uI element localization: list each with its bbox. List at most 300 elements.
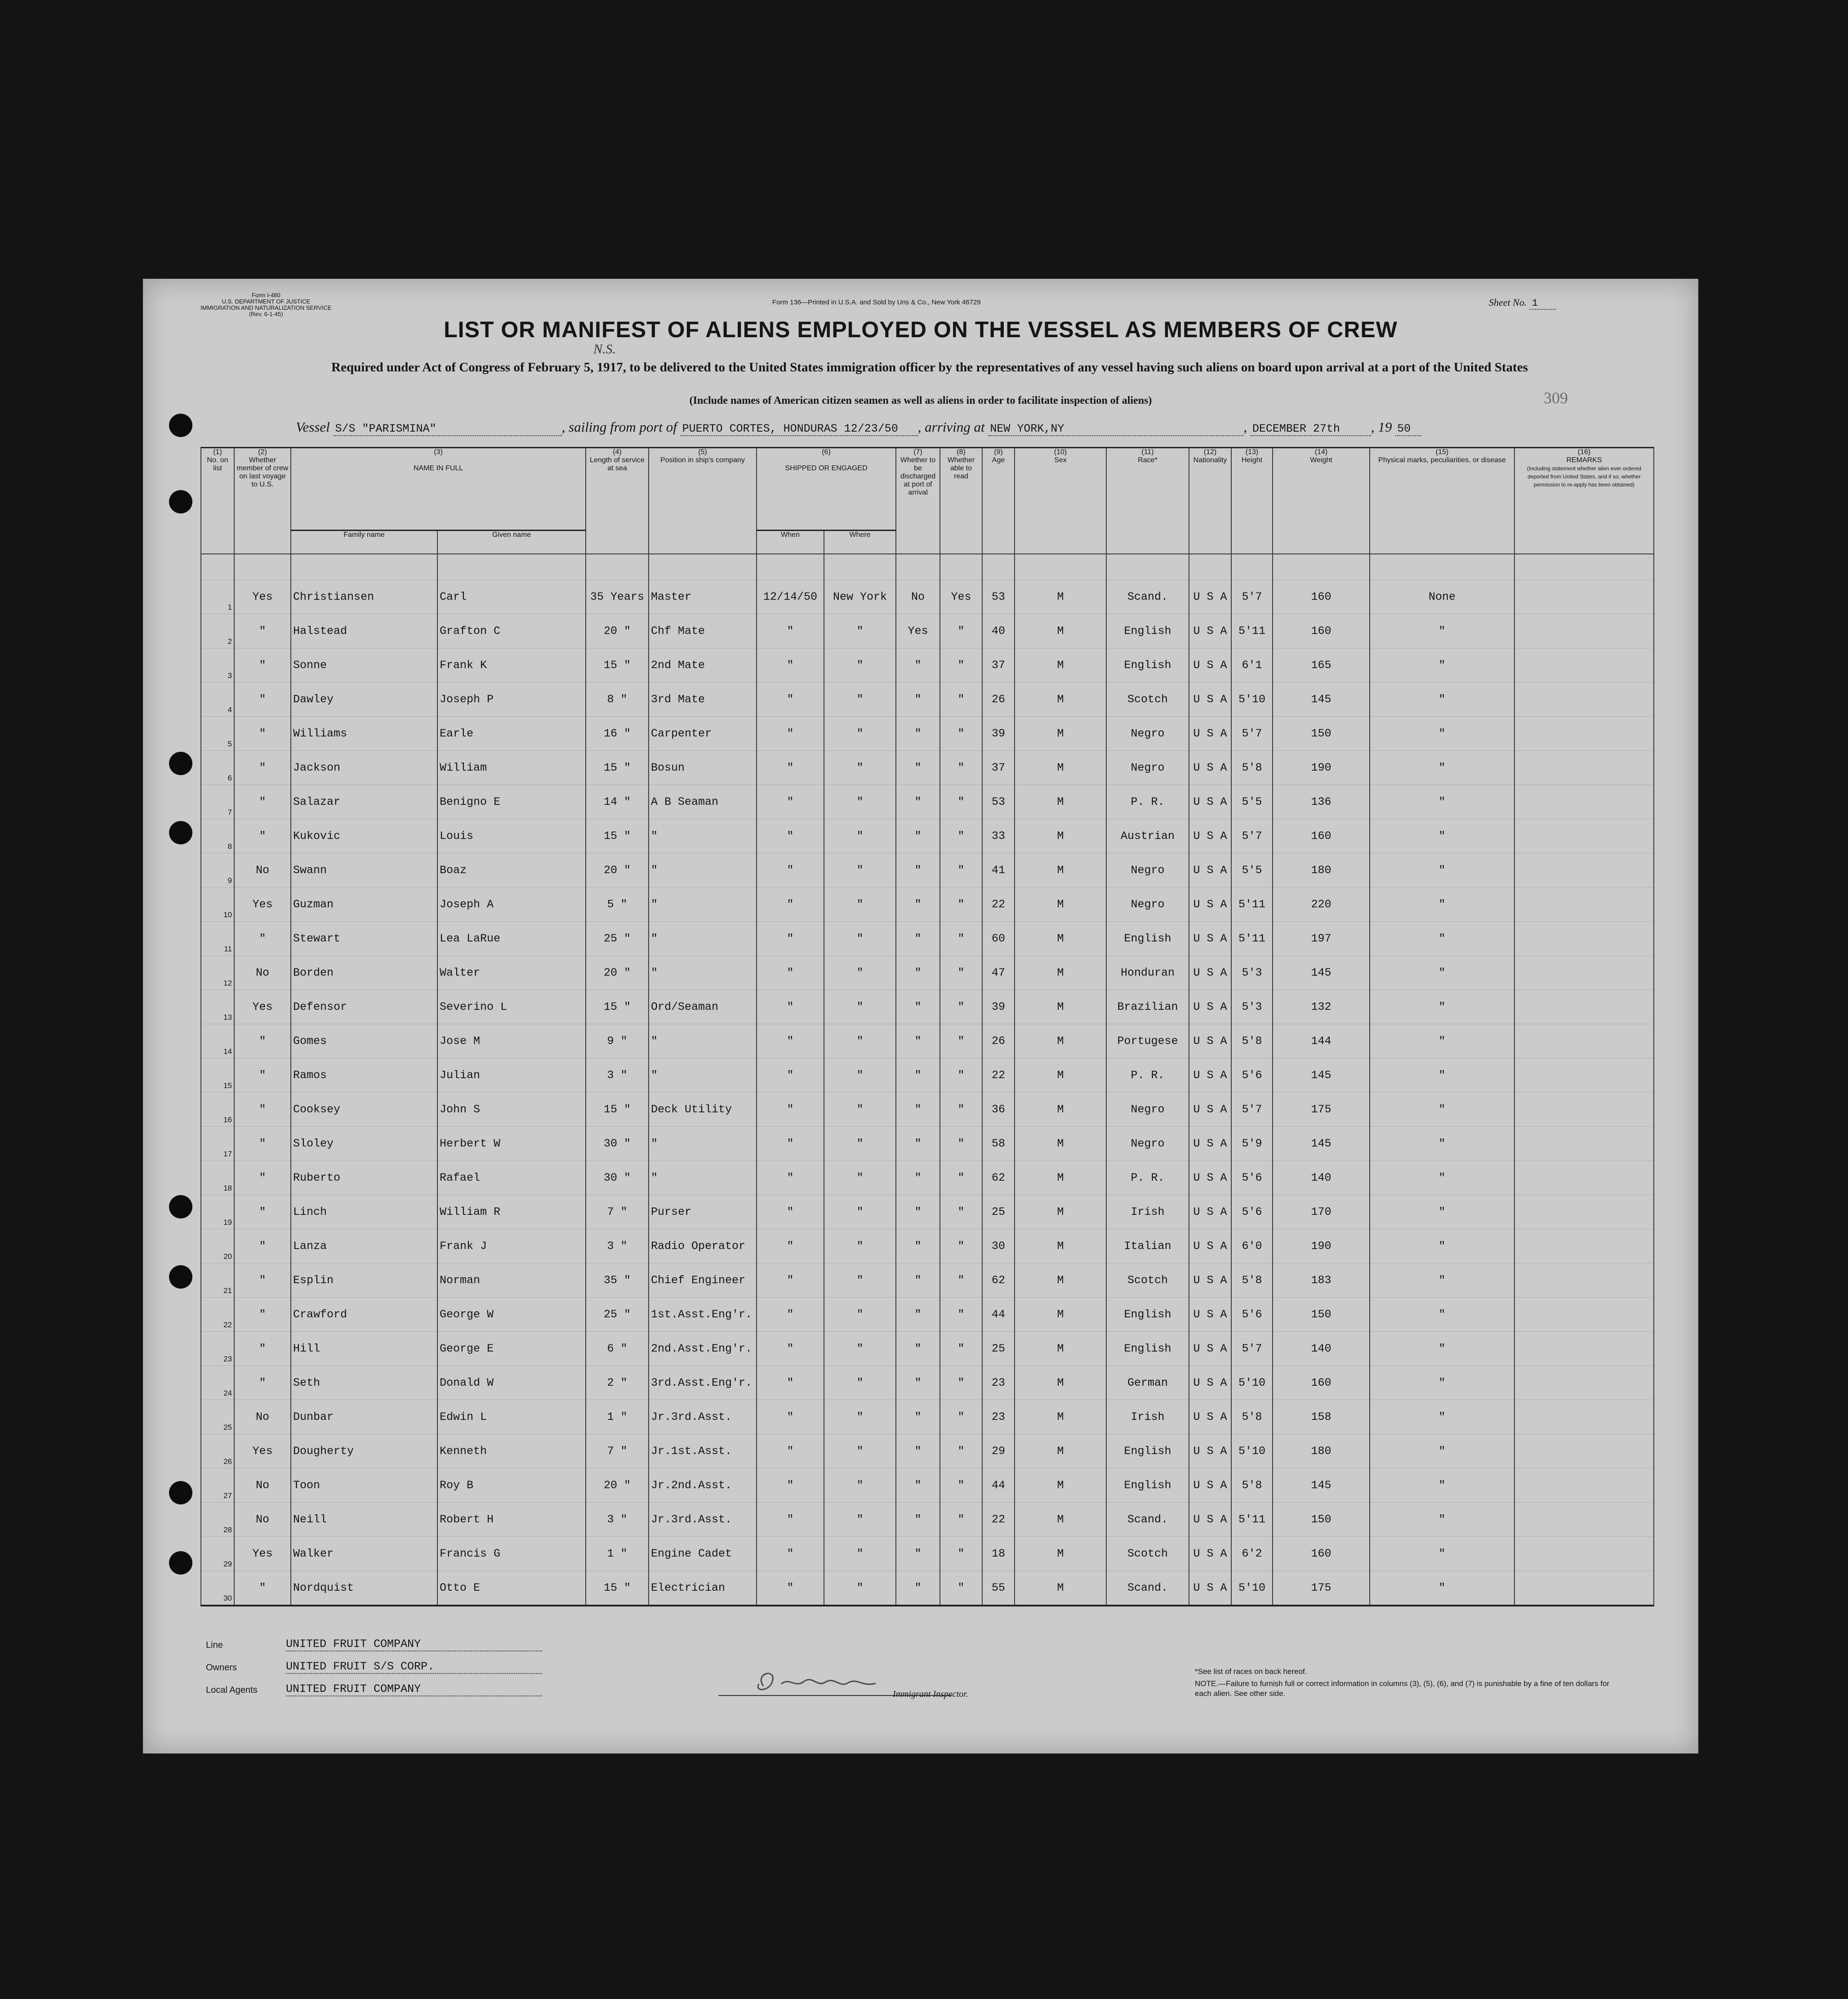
row-number-cell: 20 [201, 1229, 234, 1263]
prev-voyage-cell: " [234, 1229, 291, 1263]
race-cell: English [1106, 1298, 1189, 1332]
remarks-cell [1514, 683, 1654, 717]
height-cell: 5'8 [1231, 1468, 1273, 1503]
race-cell: English [1106, 648, 1189, 683]
weight-cell: 136 [1273, 785, 1370, 819]
row-number-cell: 14 [201, 1024, 234, 1058]
race-cell: Negro [1106, 853, 1189, 888]
owners-value: UNITED FRUIT S/S CORP. [286, 1660, 542, 1674]
sex-cell: M [1015, 1195, 1106, 1229]
nationality-cell: U S A [1189, 1298, 1231, 1332]
table-row [201, 717, 1654, 751]
manifest-sheet [143, 279, 1698, 1754]
sex-cell: M [1015, 751, 1106, 785]
prev-voyage-cell: " [234, 922, 291, 956]
sheet-number [1489, 297, 1556, 309]
family-name-cell: Toon [291, 1468, 437, 1503]
nationality-cell: U S A [1189, 819, 1231, 853]
row-number-cell: 21 [201, 1263, 234, 1298]
shipped-when-cell: " [757, 819, 824, 853]
row-number-cell: 5 [201, 717, 234, 751]
given-name-cell: Otto E [437, 1571, 586, 1606]
given-name-cell: Frank K [437, 648, 586, 683]
given-name-cell: Earle [437, 717, 586, 751]
service-length-cell: 15 " [586, 648, 649, 683]
punch-hole [169, 1551, 192, 1575]
age-cell: 47 [982, 956, 1015, 990]
table-row [201, 1058, 1654, 1093]
discharged-cell: " [896, 819, 940, 853]
physical-marks-cell: " [1370, 648, 1514, 683]
shipped-where-cell: " [824, 1058, 896, 1093]
discharged-cell: No [896, 580, 940, 614]
printer-line: Form 136—Printed in U.S.A. and Sold by Uns & Co., New York 46729 [772, 299, 981, 306]
shipped-where-cell: " [824, 990, 896, 1024]
shipped-where-cell: New York [824, 580, 896, 614]
family-name-cell: Dougherty [291, 1434, 437, 1468]
family-name-cell: Neill [291, 1503, 437, 1537]
table-row [201, 1571, 1654, 1606]
physical-marks-cell: " [1370, 1058, 1514, 1093]
page-title: LIST OR MANIFEST OF ALIENS EMPLOYED ON THE VESSEL AS MEMBERS OF CREW [444, 317, 1398, 342]
sex-cell: M [1015, 853, 1106, 888]
punch-hole [169, 821, 192, 844]
weight-cell: 150 [1273, 717, 1370, 751]
given-name-cell: Joseph P [437, 683, 586, 717]
family-name-cell: Hill [291, 1332, 437, 1366]
height-cell: 5'3 [1231, 956, 1273, 990]
physical-marks-cell: " [1370, 1537, 1514, 1571]
table-row [201, 1093, 1654, 1127]
given-name-cell: Jose M [437, 1024, 586, 1058]
weight-cell: 165 [1273, 648, 1370, 683]
race-cell: Negro [1106, 717, 1189, 751]
shipped-where-cell: " [824, 785, 896, 819]
given-name-cell: Donald W [437, 1366, 586, 1400]
shipped-when-cell: " [757, 1195, 824, 1229]
remarks-cell [1514, 1127, 1654, 1161]
physical-marks-cell: " [1370, 1093, 1514, 1127]
able-to-read-cell: " [940, 1434, 982, 1468]
table-row [201, 580, 1654, 614]
service-length-cell: 5 " [586, 888, 649, 922]
nationality-cell: U S A [1189, 614, 1231, 648]
col-no-header: (1) No. on list [201, 448, 234, 554]
shipped-where-cell: " [824, 1263, 896, 1298]
table-row [201, 648, 1654, 683]
given-name-cell: Julian [437, 1058, 586, 1093]
remarks-cell [1514, 1229, 1654, 1263]
table-row [201, 1127, 1654, 1161]
able-to-read-cell: Yes [940, 580, 982, 614]
given-name-cell: William R [437, 1195, 586, 1229]
physical-marks-cell: " [1370, 751, 1514, 785]
able-to-read-cell: " [940, 1127, 982, 1161]
prev-voyage-cell: No [234, 1400, 291, 1434]
table-row [201, 785, 1654, 819]
able-to-read-cell: " [940, 1093, 982, 1127]
prev-voyage-cell: " [234, 1332, 291, 1366]
position-cell: Chf Mate [649, 614, 757, 648]
shipped-where-cell: " [824, 1434, 896, 1468]
row-number-cell: 10 [201, 888, 234, 922]
shipped-when-cell: " [757, 990, 824, 1024]
sex-cell: M [1015, 819, 1106, 853]
service-length-cell: 7 " [586, 1195, 649, 1229]
table-row [201, 1503, 1654, 1537]
weight-cell: 183 [1273, 1263, 1370, 1298]
sex-cell: M [1015, 1434, 1106, 1468]
nationality-cell: U S A [1189, 1434, 1231, 1468]
stamp-number: 309 [1544, 389, 1568, 407]
discharged-cell: " [896, 853, 940, 888]
nationality-cell: U S A [1189, 1058, 1231, 1093]
discharged-cell: " [896, 1229, 940, 1263]
able-to-read-cell: " [940, 1298, 982, 1332]
prev-voyage-cell: " [234, 1263, 291, 1298]
row-number-cell: 3 [201, 648, 234, 683]
age-cell: 23 [982, 1400, 1015, 1434]
position-cell: Carpenter [649, 717, 757, 751]
family-name-cell: Gomes [291, 1024, 437, 1058]
shipped-when-cell: " [757, 683, 824, 717]
age-cell: 62 [982, 1161, 1015, 1195]
prev-voyage-cell: " [234, 1195, 291, 1229]
shipped-where-cell: " [824, 1468, 896, 1503]
physical-marks-cell: " [1370, 1263, 1514, 1298]
remarks-cell [1514, 888, 1654, 922]
given-name-cell: William [437, 751, 586, 785]
col-position-header: (5) Position in ship's company [649, 448, 757, 554]
family-name-cell: Halstead [291, 614, 437, 648]
shipped-when-cell: " [757, 956, 824, 990]
service-length-cell: 3 " [586, 1058, 649, 1093]
weight-cell: 132 [1273, 990, 1370, 1024]
height-cell: 5'7 [1231, 1093, 1273, 1127]
nationality-cell: U S A [1189, 751, 1231, 785]
nationality-cell: U S A [1189, 1263, 1231, 1298]
service-length-cell: 3 " [586, 1229, 649, 1263]
remarks-cell [1514, 1298, 1654, 1332]
arriving-label: , arriving at [917, 419, 985, 435]
height-cell: 5'6 [1231, 1298, 1273, 1332]
col-discharged-header: (7) Whether to be discharged at port of arrival [896, 448, 940, 554]
shipped-when-cell: " [757, 751, 824, 785]
age-cell: 37 [982, 751, 1015, 785]
weight-cell: 197 [1273, 922, 1370, 956]
shipped-when-cell: " [757, 888, 824, 922]
able-to-read-cell: " [940, 1229, 982, 1263]
age-cell: 23 [982, 1366, 1015, 1400]
shipped-where-cell: " [824, 1503, 896, 1537]
table-row [201, 1263, 1654, 1298]
position-cell: Master [649, 580, 757, 614]
discharged-cell: " [896, 1400, 940, 1434]
able-to-read-cell: " [940, 785, 982, 819]
service-length-cell: 15 " [586, 751, 649, 785]
physical-marks-cell: " [1370, 683, 1514, 717]
given-name-cell: Severino L [437, 990, 586, 1024]
position-cell: " [649, 853, 757, 888]
shipped-where-cell: " [824, 1024, 896, 1058]
service-length-cell: 15 " [586, 990, 649, 1024]
age-cell: 26 [982, 683, 1015, 717]
nationality-cell: U S A [1189, 717, 1231, 751]
position-cell: A B Seaman [649, 785, 757, 819]
position-cell: Engine Cadet [649, 1537, 757, 1571]
remarks-cell [1514, 751, 1654, 785]
nationality-cell: U S A [1189, 683, 1231, 717]
physical-marks-cell: " [1370, 1127, 1514, 1161]
able-to-read-cell: " [940, 1503, 982, 1537]
row-number-cell: 28 [201, 1503, 234, 1537]
nationality-cell: U S A [1189, 1400, 1231, 1434]
family-name-cell: Linch [291, 1195, 437, 1229]
able-to-read-cell: " [940, 922, 982, 956]
height-cell: 6'1 [1231, 648, 1273, 683]
position-cell: " [649, 922, 757, 956]
physical-marks-cell: " [1370, 922, 1514, 956]
sex-cell: M [1015, 1161, 1106, 1195]
physical-marks-cell: " [1370, 785, 1514, 819]
table-row [201, 853, 1654, 888]
height-cell: 5'11 [1231, 614, 1273, 648]
sheet-label: Sheet No. [1489, 297, 1527, 308]
prev-voyage-cell: " [234, 1366, 291, 1400]
col-read-header: (8) Whether able to read [940, 448, 982, 554]
able-to-read-cell: " [940, 1468, 982, 1503]
remarks-cell [1514, 819, 1654, 853]
service-length-cell: 20 " [586, 853, 649, 888]
able-to-read-cell: " [940, 1161, 982, 1195]
family-name-cell: Dawley [291, 683, 437, 717]
table-row [201, 1195, 1654, 1229]
weight-cell: 160 [1273, 819, 1370, 853]
service-length-cell: 25 " [586, 922, 649, 956]
line-label: Line [206, 1640, 223, 1650]
height-cell: 6'0 [1231, 1229, 1273, 1263]
shipped-where-cell: " [824, 1161, 896, 1195]
remarks-cell [1514, 1161, 1654, 1195]
height-cell: 5'5 [1231, 785, 1273, 819]
remarks-cell [1514, 648, 1654, 683]
remarks-cell [1514, 1332, 1654, 1366]
weight-cell: 170 [1273, 1195, 1370, 1229]
nationality-cell: U S A [1189, 785, 1231, 819]
sex-cell: M [1015, 1571, 1106, 1606]
able-to-read-cell: " [940, 1332, 982, 1366]
department: U.S. DEPARTMENT OF JUSTICE [222, 298, 311, 305]
prev-voyage-cell: Yes [234, 1434, 291, 1468]
prev-voyage-cell: Yes [234, 1537, 291, 1571]
table-row [201, 1434, 1654, 1468]
races-note: *See list of races on back hereof. [1195, 1667, 1307, 1676]
shipped-where-cell: " [824, 1298, 896, 1332]
prev-voyage-cell: " [234, 1058, 291, 1093]
nationality-cell: U S A [1189, 1161, 1231, 1195]
prev-voyage-cell: " [234, 785, 291, 819]
age-cell: 62 [982, 1263, 1015, 1298]
shipped-when-cell: " [757, 1503, 824, 1537]
family-name-cell: Lanza [291, 1229, 437, 1263]
weight-cell: 160 [1273, 1537, 1370, 1571]
able-to-read-cell: " [940, 1571, 982, 1606]
race-cell: English [1106, 1434, 1189, 1468]
able-to-read-cell: " [940, 888, 982, 922]
table-row [201, 922, 1654, 956]
family-name-cell: Seth [291, 1366, 437, 1400]
physical-marks-cell: " [1370, 819, 1514, 853]
position-cell: 1st.Asst.Eng'r. [649, 1298, 757, 1332]
given-name-cell: Frank J [437, 1229, 586, 1263]
sailing-label: , sailing from port of [561, 419, 677, 435]
physical-marks-cell: " [1370, 1161, 1514, 1195]
prev-voyage-cell: No [234, 853, 291, 888]
shipped-where-cell: " [824, 614, 896, 648]
service-length-cell: 2 " [586, 1366, 649, 1400]
race-cell: Scotch [1106, 1263, 1189, 1298]
penalty-note: NOTE.—Failure to furnish full or correct information in columns (3), (5), (6), and (7) is punishable by a fine of ten dollars for each alien. See other side. [1195, 1679, 1610, 1698]
table-row [201, 888, 1654, 922]
form-id-block [200, 292, 332, 317]
physical-marks-cell: " [1370, 1468, 1514, 1503]
service-length-cell: 3 " [586, 1503, 649, 1537]
age-cell: 18 [982, 1537, 1015, 1571]
weight-cell: 160 [1273, 1366, 1370, 1400]
age-cell: 40 [982, 614, 1015, 648]
physical-marks-cell: " [1370, 1400, 1514, 1434]
remarks-cell [1514, 1263, 1654, 1298]
arrival-year: 50 [1395, 422, 1421, 436]
shipped-when-cell: 12/14/50 [757, 580, 824, 614]
service-length-cell: 35 " [586, 1263, 649, 1298]
shipped-when-cell: " [757, 614, 824, 648]
given-name-cell: Roy B [437, 1468, 586, 1503]
position-cell: Jr.2nd.Asst. [649, 1468, 757, 1503]
nationality-cell: U S A [1189, 1366, 1231, 1400]
discharged-cell: " [896, 683, 940, 717]
physical-marks-cell: " [1370, 614, 1514, 648]
shipped-where-cell: " [824, 1127, 896, 1161]
age-cell: 37 [982, 648, 1015, 683]
col-name-header: (3) NAME IN FULL [291, 448, 586, 531]
row-number-cell: 1 [201, 580, 234, 614]
discharged-cell: " [896, 785, 940, 819]
physical-marks-cell: " [1370, 853, 1514, 888]
nationality-cell: U S A [1189, 888, 1231, 922]
col-family-header: Family name [291, 531, 437, 554]
weight-cell: 144 [1273, 1024, 1370, 1058]
punch-hole [169, 414, 192, 437]
revision: (Rev. 6-1-45) [249, 311, 283, 317]
weight-cell: 160 [1273, 580, 1370, 614]
port-to: NEW YORK,NY [988, 422, 1243, 436]
physical-marks-cell: " [1370, 956, 1514, 990]
position-cell: 2nd.Asst.Eng'r. [649, 1332, 757, 1366]
age-cell: 22 [982, 1058, 1015, 1093]
weight-cell: 160 [1273, 614, 1370, 648]
family-name-cell: Dunbar [291, 1400, 437, 1434]
family-name-cell: Ramos [291, 1058, 437, 1093]
shipped-when-cell: " [757, 648, 824, 683]
discharged-cell: " [896, 1571, 940, 1606]
service-length-cell: 1 " [586, 1537, 649, 1571]
able-to-read-cell: " [940, 1400, 982, 1434]
age-cell: 36 [982, 1093, 1015, 1127]
shipped-where-cell: " [824, 1332, 896, 1366]
remarks-cell [1514, 1195, 1654, 1229]
given-name-cell: Edwin L [437, 1400, 586, 1434]
shipped-when-cell: " [757, 1298, 824, 1332]
discharged-cell: " [896, 1195, 940, 1229]
race-cell: P. R. [1106, 785, 1189, 819]
discharged-cell: " [896, 1263, 940, 1298]
physical-marks-cell: " [1370, 1024, 1514, 1058]
col-given-header: Given name [437, 531, 586, 554]
given-name-cell: Joseph A [437, 888, 586, 922]
given-name-cell: John S [437, 1093, 586, 1127]
col-where-header: Where [824, 531, 896, 554]
row-number-cell: 11 [201, 922, 234, 956]
row-number-cell: 30 [201, 1571, 234, 1606]
race-cell: Scotch [1106, 1537, 1189, 1571]
age-cell: 60 [982, 922, 1015, 956]
sex-cell: M [1015, 1503, 1106, 1537]
service-length-cell: 7 " [586, 1434, 649, 1468]
nationality-cell: U S A [1189, 1468, 1231, 1503]
age-cell: 22 [982, 1503, 1015, 1537]
height-cell: 5'3 [1231, 990, 1273, 1024]
physical-marks-cell: " [1370, 1229, 1514, 1263]
height-cell: 5'10 [1231, 683, 1273, 717]
col-height-header: (13) Height [1231, 448, 1273, 554]
sex-cell: M [1015, 1093, 1106, 1127]
prev-voyage-cell: No [234, 1468, 291, 1503]
nationality-cell: U S A [1189, 1195, 1231, 1229]
discharged-cell: " [896, 1503, 940, 1537]
col-age-header: (9) Age [982, 448, 1015, 554]
age-cell: 39 [982, 990, 1015, 1024]
able-to-read-cell: " [940, 990, 982, 1024]
race-cell: Italian [1106, 1229, 1189, 1263]
sex-cell: M [1015, 1468, 1106, 1503]
race-cell: P. R. [1106, 1058, 1189, 1093]
remarks-cell [1514, 990, 1654, 1024]
row-number-cell: 6 [201, 751, 234, 785]
discharged-cell: Yes [896, 614, 940, 648]
race-cell: Honduran [1106, 956, 1189, 990]
sex-cell: M [1015, 717, 1106, 751]
year-prefix: 19 [1378, 419, 1392, 435]
col-sex-header: (10) Sex [1015, 448, 1106, 554]
given-name-cell: Louis [437, 819, 586, 853]
row-number-cell: 17 [201, 1127, 234, 1161]
row-number-cell: 2 [201, 614, 234, 648]
sex-cell: M [1015, 1229, 1106, 1263]
age-cell: 53 [982, 580, 1015, 614]
height-cell: 6'2 [1231, 1537, 1273, 1571]
physical-marks-cell: " [1370, 717, 1514, 751]
family-name-cell: Sloley [291, 1127, 437, 1161]
service-length-cell: 20 " [586, 956, 649, 990]
given-name-cell: Boaz [437, 853, 586, 888]
service-length-cell: 30 " [586, 1127, 649, 1161]
family-name-cell: Swann [291, 853, 437, 888]
row-number-cell: 23 [201, 1332, 234, 1366]
weight-cell: 190 [1273, 751, 1370, 785]
given-name-cell: George W [437, 1298, 586, 1332]
table-row [201, 1468, 1654, 1503]
